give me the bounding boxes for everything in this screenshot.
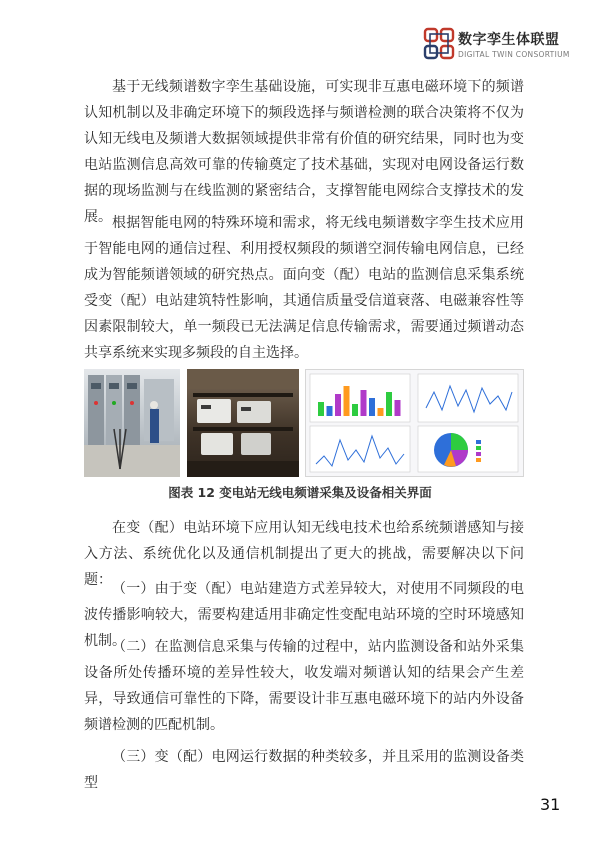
- logo-chinese-text: 数字孪生体联盟: [458, 32, 560, 48]
- paragraph-2: 根据智能电网的特殊环境和需求，将无线电频谱数字孪生技术应用于智能电网的通信过程、利用授权频段的频谱空洞传输电网信息，已经成为智能频谱领域的研究热点。面向变（配）电站的监测信息采集系统受变（配）电站建筑特性影响，其通信质量受信道衰落、电磁兼容性等因素限制较大，单一频段已无法满足信息传输需求，需要通过频谱动态共享系统来实现多频段的自主选择。: [84, 215, 524, 361]
- thumbnail-bar: [378, 408, 384, 416]
- thumbnail-bar: [395, 400, 401, 416]
- thumbnail-bar: [327, 406, 333, 416]
- thumbnail-bar: [318, 402, 324, 416]
- paragraph-5: （二）在监测信息采集与传输的过程中，站内监测设备和站外采集设备所处传播环境的差异性较大，收发端对频谱认知的结果会产生差异，导致通信可靠性的下降，需要设计非互惠电磁环境下的站内外设备频谱检测的匹配机制。: [84, 639, 524, 733]
- substation-figure: [84, 369, 524, 477]
- substation-control-room-photo: [84, 369, 180, 477]
- thumbnail-bar: [369, 398, 375, 416]
- thumbnail-bar: [386, 392, 392, 416]
- thumbnail-bar: [361, 390, 367, 416]
- logo-english-text: DIGITAL TWIN CONSORTIUM: [458, 50, 570, 59]
- paragraph-4: （一）由于变（配）电站建造方式差异较大，对使用不同频段的电波传播影响较大，需要构建适用非确定性变配电站环境的空时环境感知机制。: [84, 581, 524, 649]
- figure-caption: 图表 12 变电站无线电频谱采集及设备相关界面: [168, 485, 432, 500]
- thumbnail-bar: [352, 404, 358, 416]
- consortium-logo-icon: [424, 28, 454, 60]
- paragraph-1: 基于无线频谱数字孪生基础设施，可实现非互惠电磁环境下的频谱认知机制以及非确定环境下的频段选择与频谱检测的联合决策将不仅为认知无线电及频谱大数据领域提供非常有价值的研究结果，同时也为变电站监测信息高效可靠的传输奠定了技术基础，实现对电网设备运行数据的现场监测与在线监测的紧密结合，支撑智能电网综合支撑技术的发展。: [84, 79, 524, 225]
- paragraph-3: 在变（配）电站环境下应用认知无线电技术也给系统频谱感知与接入方法、系统优化以及通信机制提出了更大的挑战，需要解决以下问题：: [84, 520, 524, 588]
- paragraph-6: （三）变（配）电网运行数据的种类较多，并且采用的监测设备类型: [84, 749, 524, 791]
- spectrum-equipment-photo: [187, 369, 299, 477]
- thumbnail-bar: [344, 386, 350, 416]
- thumbnail-bar: [335, 394, 341, 416]
- spectrum-monitoring-interface: [305, 369, 524, 477]
- consortium-logo: [424, 28, 574, 64]
- page-number: 31: [540, 795, 561, 814]
